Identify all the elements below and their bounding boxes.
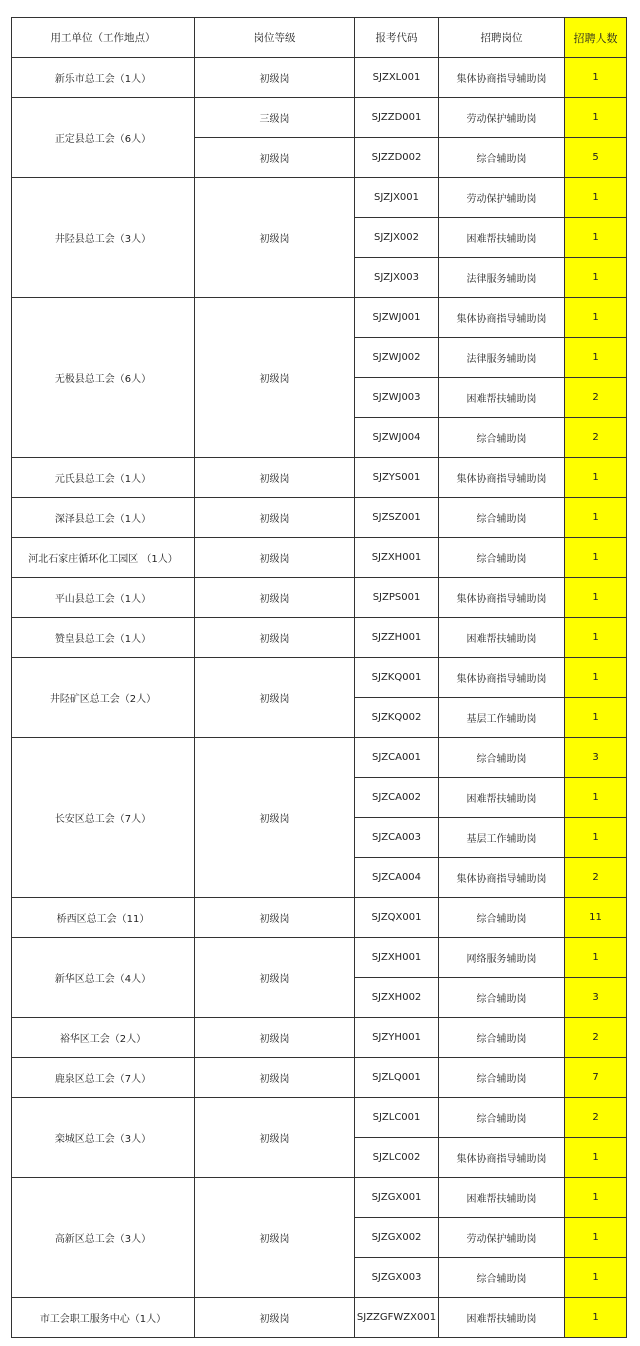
code-cell: SJZXL001 — [355, 58, 439, 98]
position-cell: 基层工作辅助岗 — [439, 698, 565, 738]
count-cell: 2 — [565, 1098, 627, 1138]
level-cell: 初级岗 — [195, 1098, 355, 1178]
unit-cell: 平山县总工会（1人） — [12, 578, 195, 618]
count-cell: 1 — [565, 258, 627, 298]
header-level: 岗位等级 — [195, 18, 355, 58]
unit-cell: 新华区总工会（4人） — [12, 938, 195, 1018]
code-cell: SJZLQ001 — [355, 1058, 439, 1098]
position-cell: 困难帮扶辅助岗 — [439, 218, 565, 258]
code-cell: SJZLC002 — [355, 1138, 439, 1178]
table-row — [12, 658, 627, 698]
unit-cell: 裕华区工会（2人） — [12, 1018, 195, 1058]
count-cell: 1 — [565, 498, 627, 538]
position-cell: 综合辅助岗 — [439, 738, 565, 778]
position-cell: 集体协商指导辅助岗 — [439, 458, 565, 498]
code-cell: SJZXH001 — [355, 538, 439, 578]
level-cell: 初级岗 — [195, 1058, 355, 1098]
unit-cell: 正定县总工会（6人） — [12, 98, 195, 178]
position-cell: 集体协商指导辅助岗 — [439, 578, 565, 618]
code-cell: SJZCA004 — [355, 858, 439, 898]
header-row — [12, 18, 627, 58]
count-cell: 2 — [565, 858, 627, 898]
table-row — [12, 618, 627, 658]
position-cell: 综合辅助岗 — [439, 418, 565, 458]
recruitment-table — [11, 17, 627, 1338]
table-row — [12, 938, 627, 978]
code-cell: SJZXH002 — [355, 978, 439, 1018]
count-cell: 1 — [565, 1218, 627, 1258]
count-cell: 1 — [565, 338, 627, 378]
unit-cell: 河北石家庄循环化工园区 （1人） — [12, 538, 195, 578]
level-cell: 初级岗 — [195, 1018, 355, 1058]
count-cell: 5 — [565, 138, 627, 178]
count-cell: 1 — [565, 578, 627, 618]
count-cell: 1 — [565, 658, 627, 698]
level-cell: 初级岗 — [195, 498, 355, 538]
position-cell: 法律服务辅助岗 — [439, 258, 565, 298]
position-cell: 集体协商指导辅助岗 — [439, 858, 565, 898]
position-cell: 综合辅助岗 — [439, 1098, 565, 1138]
code-cell: SJZPS001 — [355, 578, 439, 618]
position-cell: 劳动保护辅助岗 — [439, 98, 565, 138]
count-cell: 1 — [565, 1258, 627, 1298]
level-cell: 初级岗 — [195, 618, 355, 658]
table-row — [12, 298, 627, 338]
table-row — [12, 98, 627, 138]
position-cell: 网络服务辅助岗 — [439, 938, 565, 978]
code-cell: SJZCA002 — [355, 778, 439, 818]
position-cell: 劳动保护辅助岗 — [439, 178, 565, 218]
position-cell: 综合辅助岗 — [439, 978, 565, 1018]
count-cell: 1 — [565, 1298, 627, 1338]
position-cell: 集体协商指导辅助岗 — [439, 1138, 565, 1178]
code-cell: SJZZGFWZX001 — [355, 1298, 439, 1338]
count-cell: 1 — [565, 298, 627, 338]
count-cell: 3 — [565, 738, 627, 778]
code-cell: SJZJX002 — [355, 218, 439, 258]
table-row — [12, 538, 627, 578]
code-cell: SJZCA003 — [355, 818, 439, 858]
unit-cell: 井陉县总工会（3人） — [12, 178, 195, 298]
position-cell: 综合辅助岗 — [439, 1058, 565, 1098]
table-row — [12, 578, 627, 618]
position-cell: 集体协商指导辅助岗 — [439, 58, 565, 98]
code-cell: SJZWJ003 — [355, 378, 439, 418]
count-cell: 1 — [565, 818, 627, 858]
code-cell: SJZSZ001 — [355, 498, 439, 538]
code-cell: SJZGX001 — [355, 1178, 439, 1218]
level-cell: 初级岗 — [195, 58, 355, 98]
count-cell: 1 — [565, 1138, 627, 1178]
table-row — [12, 1098, 627, 1138]
header-position: 招聘岗位 — [439, 18, 565, 58]
count-cell: 1 — [565, 218, 627, 258]
position-cell: 劳动保护辅助岗 — [439, 1218, 565, 1258]
code-cell: SJZWJ002 — [355, 338, 439, 378]
level-cell: 初级岗 — [195, 738, 355, 898]
table-row — [12, 1298, 627, 1338]
count-cell: 1 — [565, 778, 627, 818]
position-cell: 综合辅助岗 — [439, 898, 565, 938]
code-cell: SJZQX001 — [355, 898, 439, 938]
count-cell: 1 — [565, 698, 627, 738]
count-cell: 1 — [565, 618, 627, 658]
table-row — [12, 1058, 627, 1098]
code-cell: SJZWJ001 — [355, 298, 439, 338]
level-cell: 初级岗 — [195, 138, 355, 178]
code-cell: SJZJX001 — [355, 178, 439, 218]
code-cell: SJZLC001 — [355, 1098, 439, 1138]
level-cell: 初级岗 — [195, 578, 355, 618]
unit-cell: 元氏县总工会（1人） — [12, 458, 195, 498]
code-cell: SJZZH001 — [355, 618, 439, 658]
count-cell: 1 — [565, 178, 627, 218]
position-cell: 集体协商指导辅助岗 — [439, 298, 565, 338]
level-cell: 初级岗 — [195, 538, 355, 578]
code-cell: SJZJX003 — [355, 258, 439, 298]
count-cell: 2 — [565, 378, 627, 418]
unit-cell: 赞皇县总工会（1人） — [12, 618, 195, 658]
position-cell: 综合辅助岗 — [439, 538, 565, 578]
level-cell: 初级岗 — [195, 458, 355, 498]
position-cell: 综合辅助岗 — [439, 138, 565, 178]
count-cell: 1 — [565, 1178, 627, 1218]
position-cell: 困难帮扶辅助岗 — [439, 778, 565, 818]
code-cell: SJZXH001 — [355, 938, 439, 978]
count-cell: 3 — [565, 978, 627, 1018]
position-cell: 综合辅助岗 — [439, 498, 565, 538]
level-cell: 初级岗 — [195, 1178, 355, 1298]
position-cell: 法律服务辅助岗 — [439, 338, 565, 378]
unit-cell: 市工会职工服务中心（1人） — [12, 1298, 195, 1338]
level-cell: 初级岗 — [195, 1298, 355, 1338]
position-cell: 困难帮扶辅助岗 — [439, 1298, 565, 1338]
code-cell: SJZCA001 — [355, 738, 439, 778]
level-cell: 初级岗 — [195, 938, 355, 1018]
count-cell: 2 — [565, 1018, 627, 1058]
table-row — [12, 1018, 627, 1058]
level-cell: 初级岗 — [195, 898, 355, 938]
unit-cell: 深泽县总工会（1人） — [12, 498, 195, 538]
position-cell: 困难帮扶辅助岗 — [439, 1178, 565, 1218]
position-cell: 综合辅助岗 — [439, 1258, 565, 1298]
count-cell: 1 — [565, 58, 627, 98]
unit-cell: 高新区总工会（3人） — [12, 1178, 195, 1298]
table-row — [12, 458, 627, 498]
unit-cell: 无极县总工会（6人） — [12, 298, 195, 458]
unit-cell: 井陉矿区总工会（2人） — [12, 658, 195, 738]
code-cell: SJZKQ001 — [355, 658, 439, 698]
header-code: 报考代码 — [355, 18, 439, 58]
level-cell: 初级岗 — [195, 178, 355, 298]
unit-cell: 桥西区总工会（11） — [12, 898, 195, 938]
table-row — [12, 58, 627, 98]
table-row — [12, 1178, 627, 1218]
position-cell: 综合辅助岗 — [439, 1018, 565, 1058]
position-cell: 集体协商指导辅助岗 — [439, 658, 565, 698]
code-cell: SJZKQ002 — [355, 698, 439, 738]
count-cell: 1 — [565, 458, 627, 498]
level-cell: 初级岗 — [195, 298, 355, 458]
code-cell: SJZZD001 — [355, 98, 439, 138]
header-count: 招聘人数 — [565, 18, 627, 58]
code-cell: SJZGX002 — [355, 1218, 439, 1258]
position-cell: 困难帮扶辅助岗 — [439, 618, 565, 658]
table-row — [12, 498, 627, 538]
position-cell: 困难帮扶辅助岗 — [439, 378, 565, 418]
level-cell: 初级岗 — [195, 658, 355, 738]
unit-cell: 长安区总工会（7人） — [12, 738, 195, 898]
table-row — [12, 738, 627, 778]
header-unit: 用工单位（工作地点） — [12, 18, 195, 58]
count-cell: 1 — [565, 938, 627, 978]
code-cell: SJZYH001 — [355, 1018, 439, 1058]
unit-cell: 鹿泉区总工会（7人） — [12, 1058, 195, 1098]
position-cell: 基层工作辅助岗 — [439, 818, 565, 858]
count-cell: 11 — [565, 898, 627, 938]
code-cell: SJZGX003 — [355, 1258, 439, 1298]
unit-cell: 新乐市总工会（1人） — [12, 58, 195, 98]
count-cell: 7 — [565, 1058, 627, 1098]
unit-cell: 栾城区总工会（3人） — [12, 1098, 195, 1178]
count-cell: 1 — [565, 538, 627, 578]
count-cell: 2 — [565, 418, 627, 458]
code-cell: SJZZD002 — [355, 138, 439, 178]
table-row — [12, 898, 627, 938]
table-row — [12, 178, 627, 218]
level-cell: 三级岗 — [195, 98, 355, 138]
code-cell: SJZWJ004 — [355, 418, 439, 458]
count-cell: 1 — [565, 98, 627, 138]
code-cell: SJZYS001 — [355, 458, 439, 498]
